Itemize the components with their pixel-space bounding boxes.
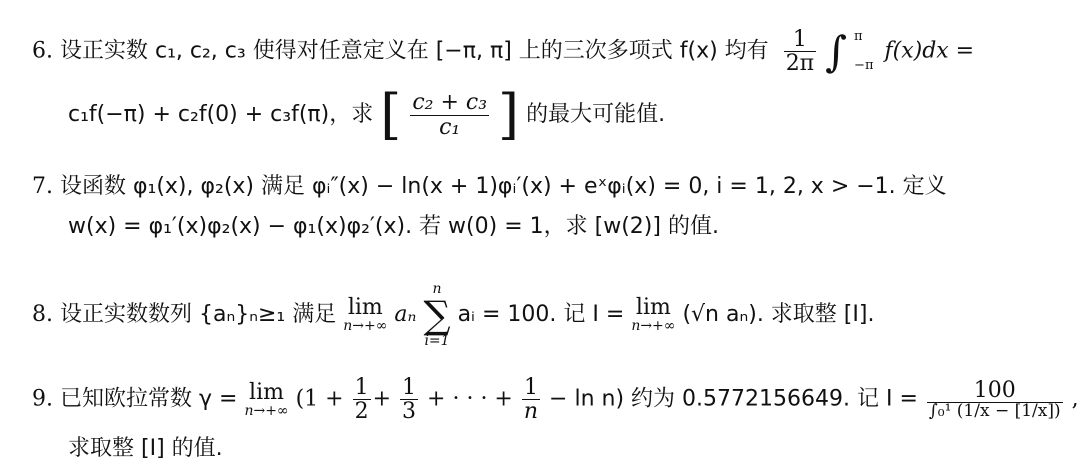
fraction: [400, 376, 418, 423]
limit: [631, 296, 675, 334]
limit-operator: lim: [249, 379, 284, 405]
problem-text: c₁f(−π) + c₂f(0) + c₃f(π)，求: [68, 102, 374, 127]
problem-7-line-1: [32, 176, 947, 198]
problem-text: w(x) = φ₁′(x)φ₂(x) − φ₁(x)φ₂′(x). 若 w(0) = 1，求 [w(2)] 的值.: [68, 214, 719, 239]
fraction-denominator: 2π: [785, 51, 815, 77]
fraction-numerator: 1: [402, 375, 417, 400]
fraction: [522, 376, 540, 423]
right-bracket: ]: [498, 83, 520, 146]
fraction: [410, 91, 489, 138]
sum-sign: ∑: [423, 293, 451, 337]
problem-number: 7.: [32, 174, 53, 199]
fraction-numerator: 1: [784, 28, 816, 52]
fraction-denominator: 2: [354, 399, 369, 425]
problem-text: 设函数 φ₁(x), φ₂(x) 满足 φᵢ″(x) − ln(x + 1)φᵢ′(x) + eˣφᵢ(x) = 0, i = 1, 2, x > −1. 定义: [60, 174, 947, 199]
comma: ,: [1071, 386, 1079, 412]
problem-text: 设正实数数列 {aₙ}ₙ≥₁ 满足: [60, 302, 337, 327]
fraction-numerator: 100: [927, 379, 1063, 403]
fraction-numerator: 1: [522, 376, 540, 400]
problem-number: 6.: [32, 38, 53, 64]
limit-operator: lim: [347, 295, 383, 321]
integral-sign: ∫: [825, 26, 848, 76]
limit-subscript: n→+∞: [631, 318, 676, 335]
problem-8-line-1: [32, 282, 874, 348]
integral-limits: [854, 30, 873, 73]
limit: [244, 381, 288, 419]
problem-number: 9.: [32, 386, 53, 412]
problem-text: 已知欧拉常数 γ =: [60, 386, 238, 412]
problem-6-line-2: [68, 83, 666, 146]
problem-9-line-2: [68, 438, 223, 460]
problem-text: 的最大可能值.: [526, 102, 666, 127]
integral-body: f(x)dx =: [884, 38, 975, 64]
fraction: [784, 28, 816, 75]
limit-operator: lim: [635, 295, 671, 321]
problem-text: 设正实数 c₁, c₂, c₃ 使得对任意定义在 [−π, π] 上的三次多项式 f(x) 均有: [60, 38, 769, 64]
problem-text: aᵢ = 100. 记 I =: [457, 302, 625, 327]
fraction-numerator: 1: [354, 375, 369, 400]
problem-6-line-1: [32, 28, 974, 75]
limit: [343, 296, 387, 334]
limit-subscript: n→+∞: [244, 402, 289, 419]
limit-subscript: n→+∞: [343, 318, 388, 335]
problem-9-line-1: 9. 已知欧拉常数 γ = lim n→+∞ (1 + $\frac{1}{2}$ + $\frac{1}{3}$ + · · · + $\frac{1}{n}$ − ln n) 约为 0.5772156649. 记 I = $\frac{100}{\text{∫₀¹ (1/x − [1/x])}}$ ,: [32, 375, 1079, 425]
series-open: (1 +: [295, 386, 344, 412]
integral-upper: π: [854, 29, 863, 45]
fraction: [927, 379, 1063, 421]
problem-text: (√n aₙ). 求取整 [I].: [682, 302, 875, 327]
fraction: [353, 376, 371, 423]
summation: [423, 282, 450, 348]
sum-upper: n: [432, 281, 442, 297]
fraction-denominator: n: [523, 399, 539, 425]
sum-lower: i=1: [424, 333, 450, 349]
problem-text: − ln n) 约为 0.5772156649. 记 I =: [549, 386, 918, 412]
math-term: aₙ: [394, 302, 417, 327]
fraction-numerator: c₂ + c₃: [412, 90, 488, 116]
left-bracket: [: [380, 83, 402, 146]
fraction-denominator: 3: [402, 399, 417, 425]
fraction-denominator: c₁: [439, 114, 461, 140]
problem-number: 8.: [32, 302, 53, 327]
integral-lower: −π: [854, 57, 874, 73]
series-dots: + · · · +: [427, 386, 513, 412]
problem-7-line-2: [68, 216, 719, 238]
problem-text: 求取整 [I] 的值.: [68, 436, 223, 461]
fraction-denominator: ∫₀¹ (1/x − [1/x]): [928, 400, 1061, 421]
